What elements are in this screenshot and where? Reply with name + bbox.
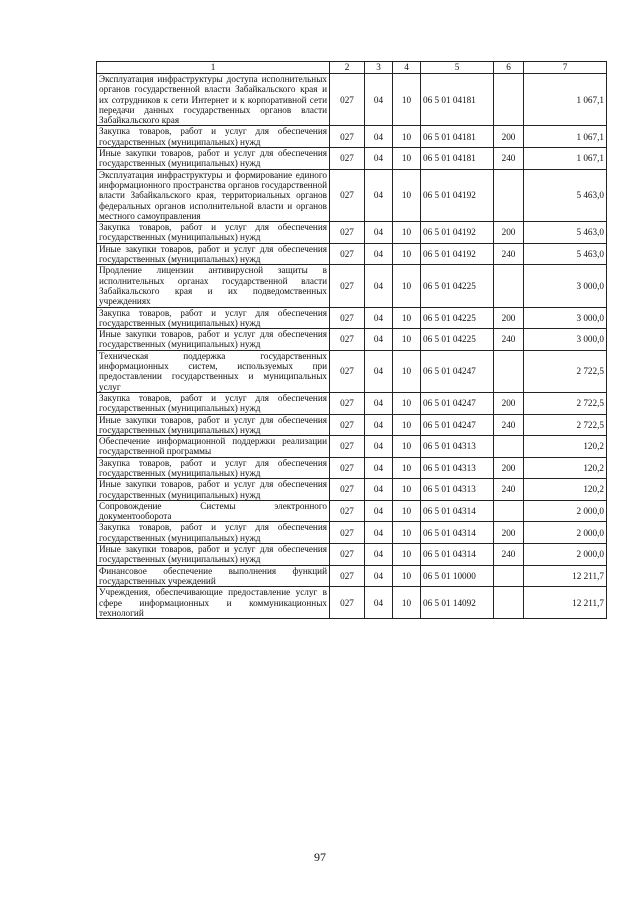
- row-target-article: 06 5 01 04247: [421, 414, 494, 436]
- row-subsection: 10: [393, 243, 421, 265]
- row-subsection: 10: [393, 265, 421, 307]
- row-section: 04: [365, 350, 393, 392]
- row-name: Финансовое обеспечение выполнения функций государственных учреждений: [97, 565, 330, 587]
- table-row: [97, 587, 607, 619]
- table-row: [97, 126, 607, 148]
- row-subsection: 10: [393, 392, 421, 414]
- row-amount: 5 463,0: [524, 243, 607, 265]
- row-subsection: 10: [393, 329, 421, 351]
- row-target-article: 06 5 01 10000: [421, 565, 494, 587]
- row-expense-type: 200: [494, 307, 524, 329]
- row-name: Иные закупки товаров, работ и услуг для обеспечения государственных (муниципальных) нужд: [97, 544, 330, 566]
- row-name: Иные закупки товаров, работ и услуг для обеспечения государственных (муниципальных) нужд: [97, 414, 330, 436]
- row-grbs: 027: [330, 126, 365, 148]
- table-row: [97, 392, 607, 414]
- row-target-article: 06 5 01 04314: [421, 522, 494, 544]
- row-target-article: 06 5 01 04313: [421, 479, 494, 501]
- row-amount: 2 000,0: [524, 522, 607, 544]
- row-subsection: 10: [393, 565, 421, 587]
- row-grbs: 027: [330, 148, 365, 170]
- row-grbs: 027: [330, 587, 365, 619]
- row-expense-type: 200: [494, 222, 524, 244]
- row-section: 04: [365, 457, 393, 479]
- row-subsection: 10: [393, 74, 421, 126]
- row-expense-type: 240: [494, 243, 524, 265]
- table-row: [97, 243, 607, 265]
- row-target-article: 06 5 01 04225: [421, 329, 494, 351]
- col-header-name: 1: [97, 62, 330, 74]
- table-row: [97, 329, 607, 351]
- row-amount: 1 067,1: [524, 126, 607, 148]
- row-grbs: 027: [330, 565, 365, 587]
- row-expense-type: 240: [494, 329, 524, 351]
- row-subsection: 10: [393, 350, 421, 392]
- row-section: 04: [365, 307, 393, 329]
- row-expense-type: 240: [494, 544, 524, 566]
- row-name: Обеспечение информационной поддержки реализации государственной программы: [97, 436, 330, 458]
- row-subsection: 10: [393, 222, 421, 244]
- col-header-section: 3: [365, 62, 393, 74]
- table-row: [97, 414, 607, 436]
- row-target-article: 06 5 01 04314: [421, 500, 494, 522]
- col-header-subsection: 4: [393, 62, 421, 74]
- row-expense-type: [494, 565, 524, 587]
- row-grbs: 027: [330, 265, 365, 307]
- row-subsection: 10: [393, 148, 421, 170]
- table-row: [97, 522, 607, 544]
- row-target-article: 06 5 01 04225: [421, 265, 494, 307]
- col-header-grbs: 2: [330, 62, 365, 74]
- row-name: Иные закупки товаров, работ и услуг для обеспечения государственных (муниципальных) нужд: [97, 479, 330, 501]
- row-name: Эксплуатация инфраструктуры и формирование единого информационного пространства органов государственной власти Забайкальского края, территориальных органов федеральных органов исполнительной власти и органов местного самоуправления: [97, 169, 330, 221]
- row-target-article: 06 5 01 04181: [421, 148, 494, 170]
- table-row: [97, 307, 607, 329]
- row-grbs: 027: [330, 522, 365, 544]
- row-expense-type: [494, 350, 524, 392]
- row-amount: 120,2: [524, 457, 607, 479]
- page-number: 97: [314, 850, 326, 864]
- row-subsection: 10: [393, 457, 421, 479]
- row-grbs: 027: [330, 436, 365, 458]
- row-grbs: 027: [330, 414, 365, 436]
- row-name: Эксплуатация инфраструктуры доступа исполнительных органов государственной власти Забайкальского края и их сотрудников к сети Интернет и к корпоративной сети передачи данных государственных органов власти Забайкальского края: [97, 74, 330, 126]
- table-row: [97, 74, 607, 126]
- row-target-article: 06 5 01 04181: [421, 126, 494, 148]
- row-target-article: 06 5 01 04247: [421, 392, 494, 414]
- row-amount: 12 211,7: [524, 565, 607, 587]
- header-row: [97, 62, 607, 74]
- table-row: [97, 565, 607, 587]
- row-grbs: 027: [330, 329, 365, 351]
- table-row: [97, 169, 607, 221]
- row-expense-type: [494, 436, 524, 458]
- table-row: [97, 350, 607, 392]
- row-target-article: 06 5 01 04313: [421, 436, 494, 458]
- row-amount: 3 000,0: [524, 307, 607, 329]
- row-grbs: 027: [330, 479, 365, 501]
- row-section: 04: [365, 392, 393, 414]
- row-target-article: 06 5 01 04192: [421, 169, 494, 221]
- row-section: 04: [365, 243, 393, 265]
- row-subsection: 10: [393, 307, 421, 329]
- row-expense-type: 200: [494, 522, 524, 544]
- row-name: Закупка товаров, работ и услуг для обеспечения государственных (муниципальных) нужд: [97, 126, 330, 148]
- row-name: Сопровождение Системы электронного документооборота: [97, 500, 330, 522]
- row-subsection: 10: [393, 500, 421, 522]
- row-name: Закупка товаров, работ и услуг для обеспечения государственных (муниципальных) нужд: [97, 307, 330, 329]
- row-target-article: 06 5 01 04192: [421, 222, 494, 244]
- row-subsection: 10: [393, 587, 421, 619]
- row-name: Закупка товаров, работ и услуг для обеспечения государственных (муниципальных) нужд: [97, 457, 330, 479]
- budget-table: [96, 61, 607, 619]
- row-section: 04: [365, 544, 393, 566]
- row-amount: 120,2: [524, 479, 607, 501]
- row-amount: 120,2: [524, 436, 607, 458]
- row-expense-type: [494, 74, 524, 126]
- row-name: Учреждения, обеспечивающие предоставление услуг в сфере информационных и коммуникационных технологий: [97, 587, 330, 619]
- row-amount: 2 000,0: [524, 544, 607, 566]
- row-amount: 2 722,5: [524, 414, 607, 436]
- row-section: 04: [365, 222, 393, 244]
- row-target-article: 06 5 01 04314: [421, 544, 494, 566]
- row-expense-type: [494, 169, 524, 221]
- row-section: 04: [365, 414, 393, 436]
- row-target-article: 06 5 01 04225: [421, 307, 494, 329]
- col-header-expense-type: 6: [494, 62, 524, 74]
- table-row: [97, 544, 607, 566]
- row-grbs: 027: [330, 392, 365, 414]
- row-section: 04: [365, 436, 393, 458]
- row-section: 04: [365, 565, 393, 587]
- row-grbs: 027: [330, 500, 365, 522]
- table-row: [97, 457, 607, 479]
- row-expense-type: [494, 265, 524, 307]
- row-expense-type: 200: [494, 457, 524, 479]
- row-subsection: 10: [393, 414, 421, 436]
- row-target-article: 06 5 01 04313: [421, 457, 494, 479]
- row-name: Техническая поддержка государственных информационных систем, используемых при предоставлении государственных и муниципальных услуг: [97, 350, 330, 392]
- row-name: Иные закупки товаров, работ и услуг для обеспечения государственных (муниципальных) нужд: [97, 243, 330, 265]
- row-section: 04: [365, 522, 393, 544]
- table-row: [97, 265, 607, 307]
- table-row: [97, 222, 607, 244]
- row-grbs: 027: [330, 243, 365, 265]
- row-section: 04: [365, 148, 393, 170]
- col-header-target-article: 5: [421, 62, 494, 74]
- row-grbs: 027: [330, 169, 365, 221]
- row-grbs: 027: [330, 350, 365, 392]
- table-row: [97, 479, 607, 501]
- table-row: [97, 148, 607, 170]
- row-name: Продление лицензии антивирусной защиты в исполнительных органах государственной власти Забайкальского края и их подведомственных учреждениях: [97, 265, 330, 307]
- row-expense-type: 200: [494, 392, 524, 414]
- row-amount: 12 211,7: [524, 587, 607, 619]
- row-name: Закупка товаров, работ и услуг для обеспечения государственных (муниципальных) нужд: [97, 522, 330, 544]
- row-section: 04: [365, 74, 393, 126]
- row-grbs: 027: [330, 544, 365, 566]
- row-grbs: 027: [330, 222, 365, 244]
- row-name: Иные закупки товаров, работ и услуг для обеспечения государственных (муниципальных) нужд: [97, 148, 330, 170]
- row-subsection: 10: [393, 436, 421, 458]
- row-target-article: 06 5 01 04181: [421, 74, 494, 126]
- row-grbs: 027: [330, 74, 365, 126]
- row-amount: 3 000,0: [524, 265, 607, 307]
- row-expense-type: 200: [494, 126, 524, 148]
- row-amount: 3 000,0: [524, 329, 607, 351]
- row-subsection: 10: [393, 126, 421, 148]
- row-name: Иные закупки товаров, работ и услуг для обеспечения государственных (муниципальных) нужд: [97, 329, 330, 351]
- row-expense-type: 240: [494, 148, 524, 170]
- row-subsection: 10: [393, 169, 421, 221]
- row-amount: 1 067,1: [524, 74, 607, 126]
- row-section: 04: [365, 265, 393, 307]
- row-grbs: 027: [330, 307, 365, 329]
- row-amount: 1 067,1: [524, 148, 607, 170]
- row-section: 04: [365, 479, 393, 501]
- row-expense-type: [494, 587, 524, 619]
- row-section: 04: [365, 500, 393, 522]
- row-subsection: 10: [393, 479, 421, 501]
- row-section: 04: [365, 329, 393, 351]
- row-subsection: 10: [393, 544, 421, 566]
- row-amount: 2 722,5: [524, 350, 607, 392]
- row-section: 04: [365, 587, 393, 619]
- row-grbs: 027: [330, 457, 365, 479]
- row-name: Закупка товаров, работ и услуг для обеспечения государственных (муниципальных) нужд: [97, 222, 330, 244]
- col-header-amount: 7: [524, 62, 607, 74]
- row-expense-type: [494, 500, 524, 522]
- table-row: [97, 436, 607, 458]
- row-target-article: 06 5 01 14092: [421, 587, 494, 619]
- table-row: [97, 500, 607, 522]
- row-section: 04: [365, 169, 393, 221]
- row-amount: 5 463,0: [524, 222, 607, 244]
- row-amount: 2 722,5: [524, 392, 607, 414]
- row-expense-type: 240: [494, 414, 524, 436]
- row-target-article: 06 5 01 04192: [421, 243, 494, 265]
- row-subsection: 10: [393, 522, 421, 544]
- row-amount: 2 000,0: [524, 500, 607, 522]
- row-target-article: 06 5 01 04247: [421, 350, 494, 392]
- row-name: Закупка товаров, работ и услуг для обеспечения государственных (муниципальных) нужд: [97, 392, 330, 414]
- row-section: 04: [365, 126, 393, 148]
- row-amount: 5 463,0: [524, 169, 607, 221]
- row-expense-type: 240: [494, 479, 524, 501]
